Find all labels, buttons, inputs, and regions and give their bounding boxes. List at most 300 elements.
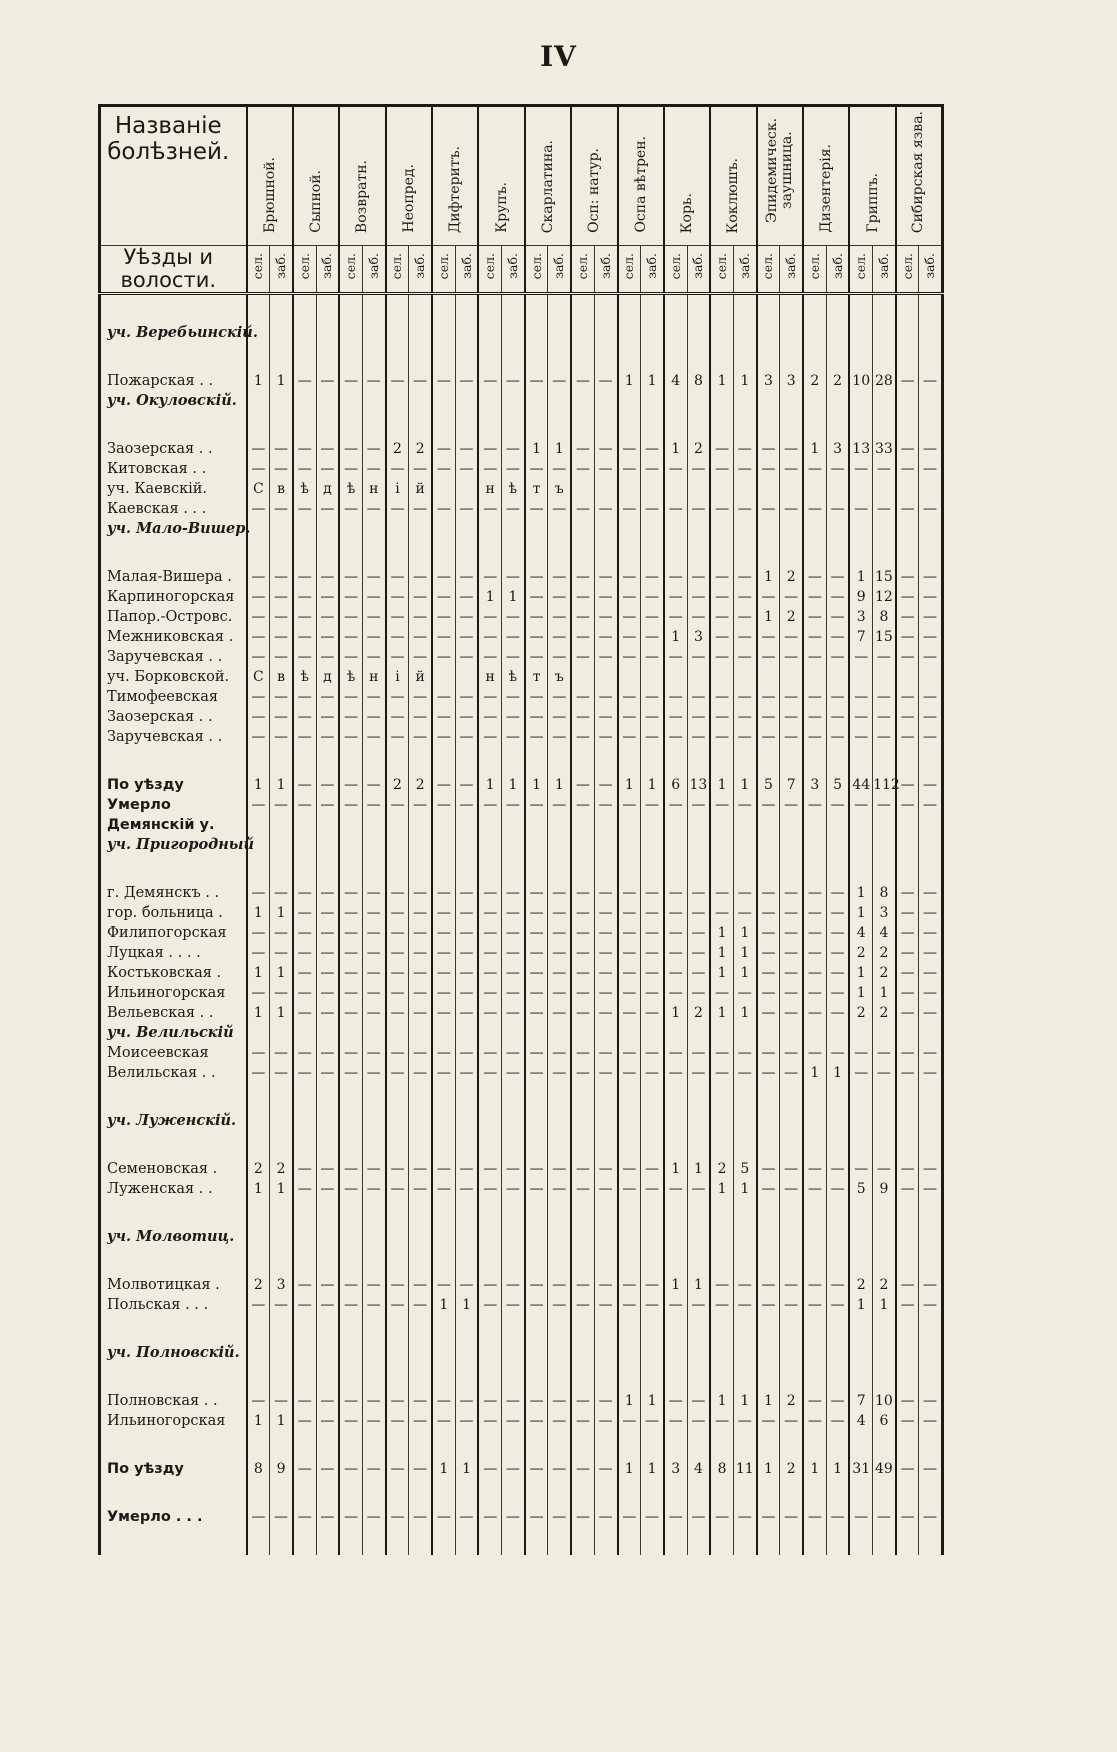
table-cell: ѣ <box>293 479 316 499</box>
table-cell: — <box>757 1179 780 1199</box>
subcolumn-zab <box>919 246 942 294</box>
table-cell <box>710 667 733 687</box>
table-cell <box>896 519 919 539</box>
table-cell: — <box>618 687 641 707</box>
table-cell: — <box>409 459 432 479</box>
table-cell: — <box>687 587 710 607</box>
column-header-label: Гриппъ. <box>864 173 881 233</box>
table-cell <box>455 815 478 835</box>
table-cell <box>525 343 548 371</box>
table-cell: — <box>455 943 478 963</box>
table-cell <box>618 323 641 343</box>
table-cell: — <box>826 687 849 707</box>
table-cell <box>270 411 293 439</box>
table-cell: — <box>641 883 664 903</box>
table-cell: — <box>873 707 896 727</box>
table-cell <box>641 323 664 343</box>
table-cell <box>780 667 803 687</box>
table-cell <box>339 1479 362 1507</box>
table-cell: — <box>455 371 478 391</box>
table-cell <box>757 667 780 687</box>
table-cell: — <box>780 647 803 667</box>
table-cell <box>896 539 919 567</box>
table-cell <box>896 1199 919 1227</box>
table-cell: 9 <box>873 1179 896 1199</box>
table-cell: — <box>618 1003 641 1023</box>
row-label: Заозерская . . <box>107 441 213 457</box>
table-cell <box>293 1111 316 1131</box>
table-cell: — <box>478 1063 501 1083</box>
row-label: Полновская . . <box>107 1393 218 1409</box>
spacer-row <box>100 747 943 775</box>
table-cell <box>339 1315 362 1343</box>
table-cell: 2 <box>687 1003 710 1023</box>
table-cell <box>386 1343 409 1363</box>
table-cell <box>571 479 594 499</box>
table-cell <box>803 835 826 855</box>
header-title-line2: болѣзней. <box>107 139 230 165</box>
table-cell <box>849 1479 872 1507</box>
table-cell: — <box>618 607 641 627</box>
table-cell: 2 <box>849 1275 872 1295</box>
column-header-label: Дизентерія. <box>818 144 835 233</box>
table-cell: — <box>826 587 849 607</box>
table-cell: — <box>780 1043 803 1063</box>
table-cell: — <box>316 1507 339 1527</box>
subcolumn-label: сел. <box>482 252 498 280</box>
table-cell <box>478 411 501 439</box>
table-cell: — <box>362 567 385 587</box>
table-cell: 1 <box>849 567 872 587</box>
table-cell: — <box>548 1179 571 1199</box>
table-cell: — <box>780 943 803 963</box>
table-cell <box>896 343 919 371</box>
table-cell <box>525 1083 548 1111</box>
table-cell: — <box>293 1275 316 1295</box>
table-cell <box>780 1363 803 1391</box>
table-cell: — <box>548 963 571 983</box>
table-cell: — <box>618 1507 641 1527</box>
table-cell: — <box>316 647 339 667</box>
table-cell: — <box>710 903 733 923</box>
table-cell <box>525 539 548 567</box>
table-cell <box>826 1479 849 1507</box>
row-label: Вельевская . . <box>107 1005 214 1021</box>
table-cell: 2 <box>780 607 803 627</box>
table-cell: — <box>478 439 501 459</box>
table-cell: — <box>548 1003 571 1023</box>
table-cell: — <box>849 499 872 519</box>
table-cell: — <box>386 1179 409 1199</box>
table-cell: — <box>594 1003 617 1023</box>
table-cell <box>455 519 478 539</box>
table-cell <box>362 815 385 835</box>
table-cell: — <box>896 439 919 459</box>
table-cell: 2 <box>710 1159 733 1179</box>
table-cell: — <box>896 1063 919 1083</box>
table-cell: — <box>293 795 316 815</box>
table-cell: — <box>409 1411 432 1431</box>
table-cell <box>525 1023 548 1043</box>
table-cell: 1 <box>641 1391 664 1411</box>
table-cell: — <box>757 627 780 647</box>
table-cell <box>455 411 478 439</box>
row-label: По уѣзду <box>107 1461 184 1477</box>
table-cell: — <box>664 687 687 707</box>
table-cell: — <box>316 1275 339 1295</box>
table-cell: — <box>502 459 525 479</box>
table-cell: — <box>409 587 432 607</box>
table-cell <box>803 815 826 835</box>
table-cell: 6 <box>873 1411 896 1431</box>
table-cell <box>594 1527 617 1555</box>
table-cell: — <box>525 459 548 479</box>
table-cell <box>594 411 617 439</box>
table-cell: — <box>710 607 733 627</box>
table-cell: — <box>339 1507 362 1527</box>
table-cell: — <box>432 567 455 587</box>
table-cell: — <box>687 499 710 519</box>
table-cell <box>618 1111 641 1131</box>
table-cell <box>502 1199 525 1227</box>
table-cell <box>293 1315 316 1343</box>
table-cell: — <box>594 883 617 903</box>
table-cell <box>432 1199 455 1227</box>
table-cell <box>316 1083 339 1111</box>
table-cell <box>247 391 270 411</box>
table-cell: — <box>826 795 849 815</box>
subcolumn-sel <box>710 246 733 294</box>
table-cell: — <box>386 903 409 923</box>
subcolumn-zab <box>780 246 803 294</box>
table-cell <box>247 1131 270 1159</box>
table-cell <box>571 1023 594 1043</box>
table-cell: — <box>293 775 316 795</box>
table-cell <box>525 835 548 855</box>
column-header-disease <box>710 106 756 246</box>
table-cell <box>803 343 826 371</box>
table-cell <box>293 1023 316 1043</box>
table-cell <box>826 1527 849 1555</box>
table-cell: — <box>409 707 432 727</box>
table-cell: — <box>618 1179 641 1199</box>
table-cell: — <box>270 883 293 903</box>
table-cell: — <box>896 707 919 727</box>
table-cell: — <box>664 1295 687 1315</box>
table-cell: — <box>594 459 617 479</box>
table-cell <box>826 667 849 687</box>
table-cell <box>270 855 293 883</box>
table-cell <box>710 1247 733 1275</box>
table-cell <box>594 1363 617 1391</box>
table-cell <box>733 1431 756 1459</box>
table-cell <box>270 1227 293 1247</box>
table-cell: — <box>664 1179 687 1199</box>
table-cell <box>687 391 710 411</box>
table-cell <box>362 855 385 883</box>
table-cell <box>594 815 617 835</box>
table-cell <box>293 1431 316 1459</box>
table-cell <box>316 1431 339 1459</box>
table-cell <box>757 519 780 539</box>
row-label: уч. Молвотиц. <box>107 1228 235 1245</box>
table-cell <box>478 1131 501 1159</box>
subcolumn-label: сел. <box>435 252 451 280</box>
table-cell <box>247 411 270 439</box>
table-cell: 9 <box>270 1459 293 1479</box>
table-cell <box>270 835 293 855</box>
table-cell: — <box>386 687 409 707</box>
table-cell: — <box>757 459 780 479</box>
table-cell <box>478 815 501 835</box>
table-cell: — <box>826 1411 849 1431</box>
table-cell: — <box>293 1391 316 1411</box>
table-cell: — <box>780 707 803 727</box>
table-cell: — <box>409 903 432 923</box>
table-cell: — <box>594 1043 617 1063</box>
table-row <box>100 1179 943 1199</box>
table-cell: — <box>710 1063 733 1083</box>
subcolumn-zab <box>873 246 896 294</box>
table-cell <box>849 1363 872 1391</box>
table-cell <box>339 1083 362 1111</box>
table-cell: 1 <box>664 1159 687 1179</box>
table-cell: — <box>386 923 409 943</box>
table-cell: — <box>896 647 919 667</box>
table-cell: 1 <box>687 1159 710 1179</box>
column-header-label: Крупъ. <box>493 182 510 233</box>
table-cell: — <box>571 1159 594 1179</box>
column-header-label: Дифтеритъ. <box>447 145 464 233</box>
table-cell: 28 <box>873 371 896 391</box>
table-cell <box>293 815 316 835</box>
table-cell: т <box>525 667 548 687</box>
row-label: По уѣзду <box>107 777 184 793</box>
table-cell: — <box>293 1159 316 1179</box>
table-cell <box>710 1227 733 1247</box>
column-header-label: Осп: натур. <box>586 148 603 233</box>
table-cell: — <box>293 499 316 519</box>
table-cell <box>409 519 432 539</box>
table-cell: — <box>502 499 525 519</box>
table-cell <box>548 1315 571 1343</box>
table-cell: — <box>803 1003 826 1023</box>
table-cell: — <box>873 1159 896 1179</box>
table-cell <box>478 1023 501 1043</box>
row-label: Малая-Вишера . <box>107 569 232 585</box>
table-cell: 1 <box>710 1391 733 1411</box>
table-cell <box>849 343 872 371</box>
table-cell: — <box>896 775 919 795</box>
table-cell <box>571 1199 594 1227</box>
table-cell: — <box>525 983 548 1003</box>
row-label: Луженская . . <box>107 1181 213 1197</box>
table-cell <box>687 1343 710 1363</box>
table-cell <box>919 667 942 687</box>
table-cell: — <box>594 499 617 519</box>
table-cell: — <box>316 439 339 459</box>
table-cell <box>826 1023 849 1043</box>
table-cell <box>896 1363 919 1391</box>
table-cell: — <box>664 1043 687 1063</box>
table-cell: — <box>618 439 641 459</box>
table-cell: — <box>525 1043 548 1063</box>
table-cell: — <box>432 587 455 607</box>
table-cell: — <box>803 1159 826 1179</box>
table-cell <box>664 835 687 855</box>
table-cell: — <box>896 1179 919 1199</box>
table-cell: — <box>803 459 826 479</box>
row-label <box>100 1527 247 1555</box>
table-cell <box>618 667 641 687</box>
table-cell: — <box>896 943 919 963</box>
table-cell: — <box>594 607 617 627</box>
table-cell: 1 <box>455 1295 478 1315</box>
table-cell <box>409 411 432 439</box>
table-cell <box>339 294 362 324</box>
table-cell: — <box>618 883 641 903</box>
table-cell <box>687 1131 710 1159</box>
table-cell <box>339 815 362 835</box>
table-cell <box>641 1247 664 1275</box>
table-cell <box>687 519 710 539</box>
table-cell: 1 <box>525 775 548 795</box>
table-cell <box>641 1199 664 1227</box>
table-cell <box>803 411 826 439</box>
table-cell: — <box>780 587 803 607</box>
table-cell <box>757 294 780 324</box>
table-cell <box>270 1315 293 1343</box>
table-cell: 1 <box>270 1003 293 1023</box>
table-cell: 1 <box>826 1459 849 1479</box>
table-cell: 1 <box>710 775 733 795</box>
table-cell: 5 <box>733 1159 756 1179</box>
table-cell <box>270 747 293 775</box>
table-cell: 2 <box>826 371 849 391</box>
table-cell <box>919 1227 942 1247</box>
table-cell <box>826 1363 849 1391</box>
table-cell <box>873 747 896 775</box>
table-cell: ѣ <box>293 667 316 687</box>
table-cell: — <box>919 983 942 1003</box>
table-cell: — <box>502 1391 525 1411</box>
table-cell: — <box>316 963 339 983</box>
table-cell: — <box>687 1063 710 1083</box>
table-cell: — <box>409 687 432 707</box>
column-header-disease <box>432 106 478 246</box>
table-cell: — <box>803 943 826 963</box>
table-cell: — <box>618 499 641 519</box>
table-cell <box>316 815 339 835</box>
table-cell <box>873 667 896 687</box>
table-cell <box>896 411 919 439</box>
table-cell <box>548 1479 571 1507</box>
column-header-label: Скарлатина. <box>539 139 556 233</box>
table-cell <box>594 1199 617 1227</box>
table-cell <box>618 1083 641 1111</box>
table-cell: — <box>548 943 571 963</box>
subcolumn-sel <box>525 246 548 294</box>
table-cell <box>919 323 942 343</box>
table-cell <box>316 1527 339 1555</box>
table-cell: — <box>502 1063 525 1083</box>
table-cell: — <box>247 1391 270 1411</box>
table-cell <box>548 815 571 835</box>
table-cell: — <box>873 727 896 747</box>
table-cell <box>409 835 432 855</box>
spacer-row <box>100 1315 943 1343</box>
table-cell: — <box>641 1179 664 1199</box>
table-cell: — <box>618 1063 641 1083</box>
table-cell <box>873 343 896 371</box>
table-cell <box>316 391 339 411</box>
table-cell: — <box>757 903 780 923</box>
table-cell: — <box>733 439 756 459</box>
table-cell: — <box>386 607 409 627</box>
table-cell <box>757 1479 780 1507</box>
table-cell <box>664 1527 687 1555</box>
table-cell <box>432 411 455 439</box>
table-cell: ѣ <box>339 479 362 499</box>
table-cell: — <box>757 983 780 1003</box>
column-header-label: Оспа вѣтрен. <box>632 136 649 233</box>
table-cell: — <box>386 727 409 747</box>
table-cell <box>710 1343 733 1363</box>
table-cell: — <box>455 587 478 607</box>
table-cell: — <box>432 883 455 903</box>
table-cell: 1 <box>803 439 826 459</box>
table-cell: — <box>478 607 501 627</box>
table-cell: — <box>896 1391 919 1411</box>
table-cell: 1 <box>710 1179 733 1199</box>
table-cell <box>339 1527 362 1555</box>
table-cell: — <box>455 775 478 795</box>
table-cell: — <box>316 627 339 647</box>
table-cell <box>247 1111 270 1131</box>
table-cell: — <box>502 1043 525 1063</box>
table-cell <box>571 294 594 324</box>
table-cell <box>664 411 687 439</box>
table-cell: — <box>641 587 664 607</box>
table-cell <box>362 411 385 439</box>
table-cell: — <box>548 1507 571 1527</box>
table-cell: 2 <box>687 439 710 459</box>
table-cell <box>293 1083 316 1111</box>
table-cell <box>757 815 780 835</box>
table-cell <box>919 539 942 567</box>
table-cell: 1 <box>270 1179 293 1199</box>
table-cell: — <box>502 727 525 747</box>
table-cell <box>873 479 896 499</box>
table-cell <box>896 1083 919 1111</box>
table-cell <box>432 835 455 855</box>
table-cell: — <box>780 1507 803 1527</box>
table-cell: — <box>919 1391 942 1411</box>
table-cell <box>780 1023 803 1043</box>
table-cell: — <box>316 883 339 903</box>
table-cell <box>664 1227 687 1247</box>
table-cell: — <box>733 795 756 815</box>
table-cell <box>362 1083 385 1111</box>
table-cell: — <box>594 775 617 795</box>
table-cell <box>502 815 525 835</box>
table-cell: — <box>339 1003 362 1023</box>
table-cell: — <box>362 1459 385 1479</box>
table-cell <box>849 1111 872 1131</box>
table-cell: — <box>919 943 942 963</box>
table-cell: д <box>316 479 339 499</box>
table-cell: — <box>919 687 942 707</box>
